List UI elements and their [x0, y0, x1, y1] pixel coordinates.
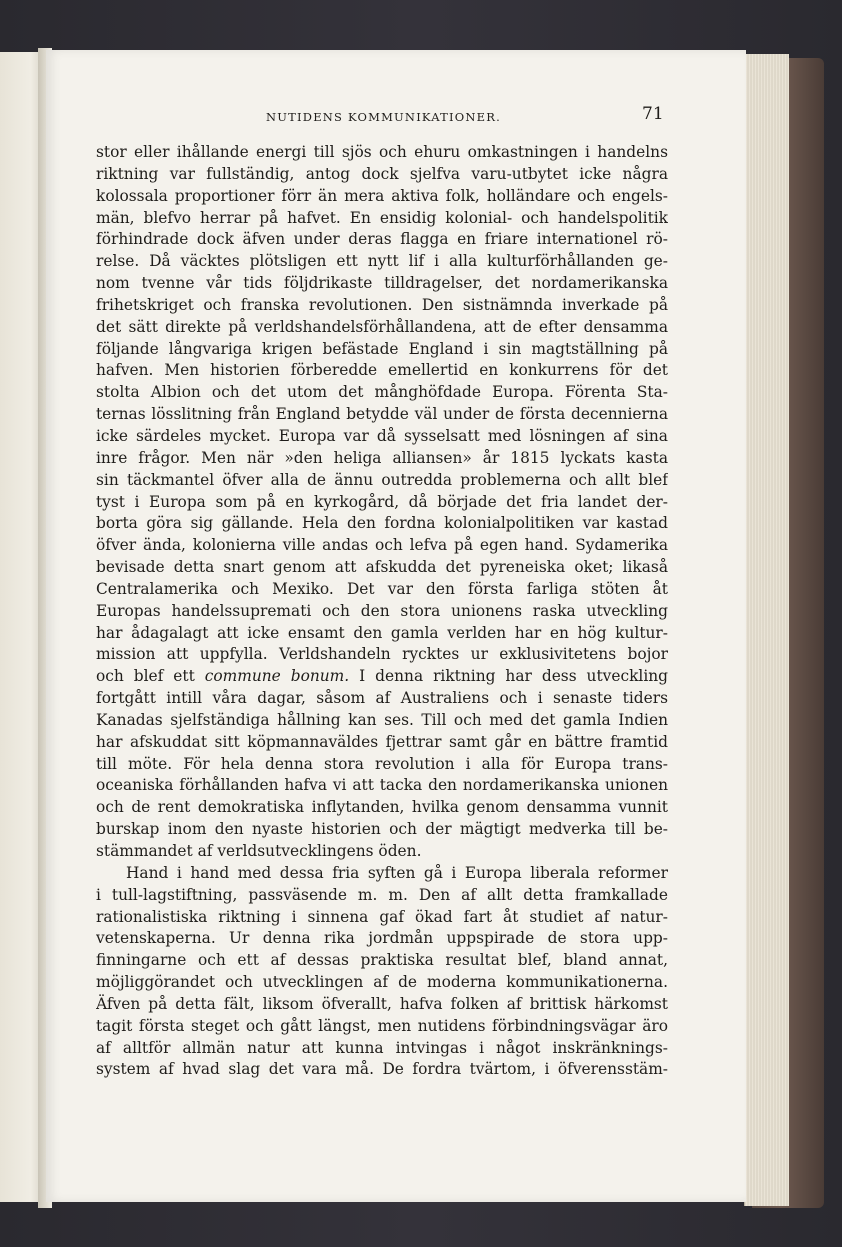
text-line: hafven. Men historien förberedde emellertid en konkurrens för det [96, 361, 668, 380]
text-segment: I denna riktning har dess utveckling [349, 667, 668, 686]
running-head: NUTIDENS KOMMUNIKATIONER. [266, 110, 501, 124]
text-line: till möte. För hela denna stora revolution i alla för Europa trans- [96, 754, 668, 773]
paragraph-first-line: Hand i hand med dessa fria syften gå i Europa liberala reformer [126, 863, 668, 882]
text-line: finningarne och ett af dessas praktiska resultat blef, bland annat, [96, 951, 668, 970]
text-line: kolossala proportioner förr än mera aktiva folk, holländare och engels- [96, 186, 668, 205]
text-line: system af hvad slag det vara må. De fordra tvärtom, i öfverensstäm- [96, 1060, 668, 1079]
text-line: fortgått intill våra dagar, såsom af Australiens och i senaste tiders [96, 689, 668, 708]
text-line: riktning var fullständig, antog dock sjelfva varu-utbytet icke några [96, 164, 668, 183]
text-line: Centralamerika och Mexiko. Det var den första farliga stöten åt [96, 579, 668, 598]
text-line: i tull-lagstiftning, passväsende m. m. Den af allt detta framkallade [96, 885, 668, 904]
text-segment: och blef ett [96, 667, 205, 686]
text-line: öfver ända, kolonierna ville andas och lefva på egen hand. Sydamerika [96, 536, 668, 555]
text-line: frihetskriget och franska revolutionen. Den sistnämnda inverkade på [96, 295, 668, 314]
text-line: tyst i Europa som på en kyrkogård, då började det fria landet der- [96, 492, 668, 511]
text-line: bevisade detta snart genom att afskudda det pyreneiska oket; likaså [96, 558, 668, 577]
text-line: har ådagalagt att icke ensamt den gamla verlden har en hög kultur- [96, 623, 668, 642]
text-line: män, blefvo herrar på hafvet. En ensidig kolonial- och handelspolitik [96, 208, 668, 227]
text-line: sin täckmantel öfver alla de ännu outredda problemerna och allt blef [96, 470, 668, 489]
text-line: relse. Då väcktes plötsligen ett nytt lif i alla kulturförhållanden ge- [96, 252, 668, 271]
text-line: möjliggörandet och utvecklingen af de moderna kommunikationerna. [96, 973, 668, 992]
text-line: mission att uppfylla. Verldshandeln ryckteѕ ur exklusivitetens bojor [96, 645, 668, 664]
text-line: icke särdeles mycket. Europa var då sysselsatt med lösningen af sina [96, 426, 668, 445]
text-line: förhindrade dock äfven under deras flagga en friare internationel rö- [96, 230, 668, 249]
text-line: det sätt direkte på verldshandelsförhållandena, att de efter densamma [96, 317, 668, 336]
paragraph-last-line: stämmandet af verldsutvecklingens öden. [96, 842, 422, 860]
text-line: inre frågor. Men när »den heliga alliansen» år 1815 lyckats kasta [96, 448, 668, 467]
page-body [96, 142, 668, 1081]
text-line: vetenskaperna. Ur denna rika jordmån uppspirade de stora upp- [96, 929, 668, 948]
book-page [46, 50, 746, 1202]
text-line: Äfven på detta fält, liksom öfverallt, hafva folken af brittisk härkomst [96, 994, 668, 1013]
text-line: oceaniska förhållanden hafva vi att tacka den nordamerikanska unionen [96, 776, 668, 795]
text-line: stor eller ihållande energi till sjös och ehuru omkastningen i handelns [96, 143, 668, 161]
text-line: följande långvariga krigen befästade England i sin magtställning på [96, 339, 668, 358]
text-line: Europas handelssuprematі och den stora unionens raska utveckling [96, 601, 668, 620]
text-line: har afskuddat sitt köpmannaväldes fjettrar samt går en bättre framtid [96, 732, 668, 751]
text-line: rationalistiska riktning i sinnena gaf ökad fart åt studiet af natur- [96, 907, 668, 926]
text-line: stolta Albion och det utom det månghöfdade Europa. Förenta Sta- [96, 383, 668, 402]
text-line: borta göra sig gällande. Hela den fordna kolonialpolitiken var kastad [96, 514, 668, 533]
text-line: nom tvenne vår tids följdrikaste tilldragelser, det nordamerikanska [96, 274, 668, 293]
page-number: 71 [642, 104, 664, 124]
text-line: burskap inom den nyaste historien och der mägtigt medverka till be- [96, 820, 668, 839]
page-stack-edge [744, 54, 789, 1206]
italic-phrase: commune bonum. [204, 667, 350, 686]
text-line: af alltför allmän natur att kunna intvingas i något inskränknings- [96, 1038, 668, 1057]
text-line: Kanadas sjelfständiga hållning kan ses. Till och med det gamla Indien [96, 710, 668, 729]
text-line-with-italic [96, 666, 668, 688]
text-line: och de rent demokratiska inflytanden, hvilka genom densamma vunnit [96, 798, 668, 817]
text-line: tagit första steget och gått längst, men nutidens förbindningsvägar äro [96, 1016, 668, 1035]
text-line: ternas lösslitning från England betydde väl under de första decennierna [96, 405, 668, 424]
